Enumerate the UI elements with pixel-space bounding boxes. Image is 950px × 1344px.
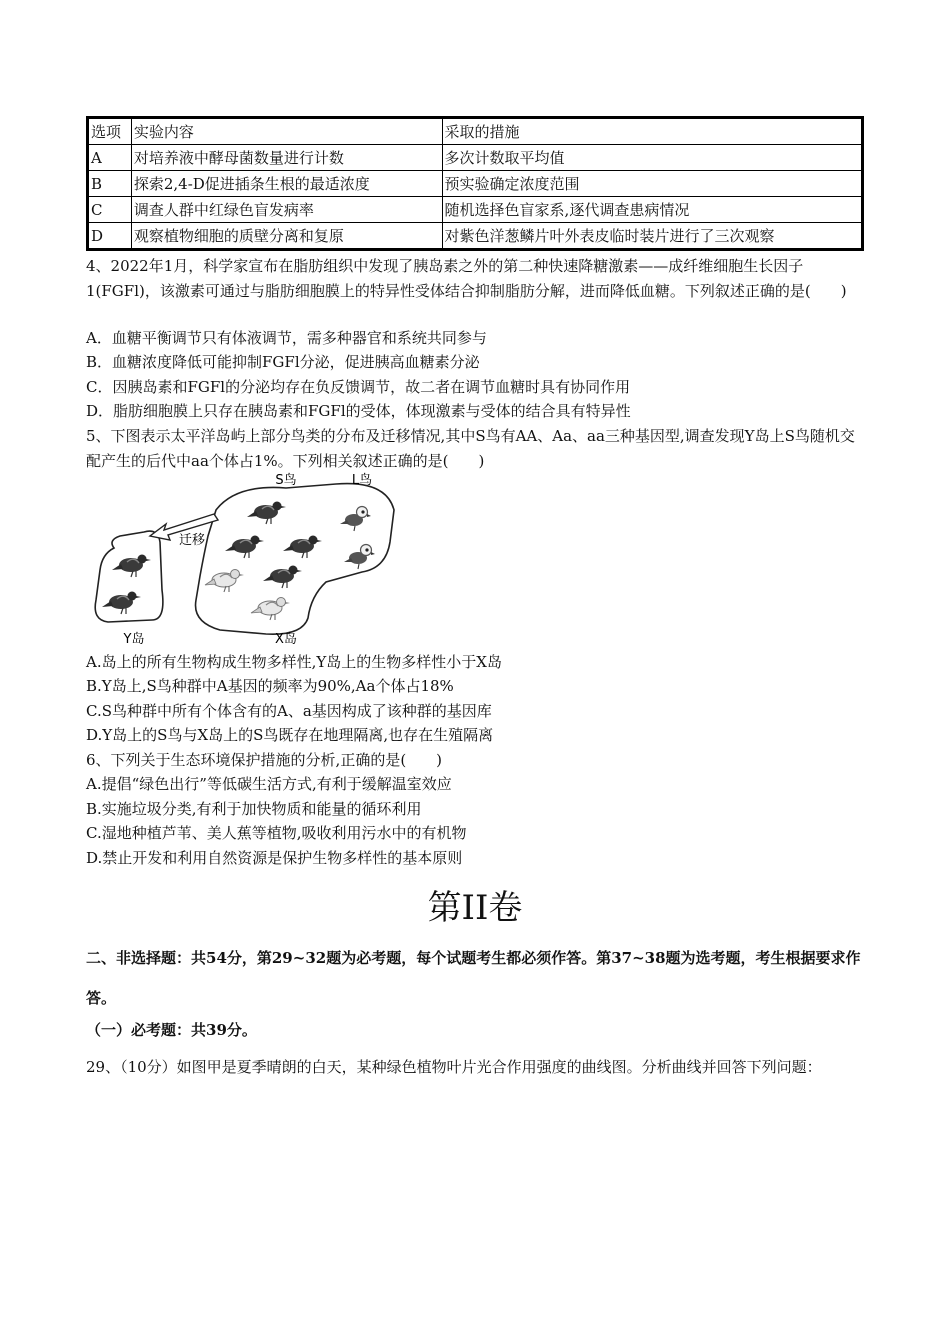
- question-4-option-a: A．血糖平衡调节只有体液调节，需多种器官和系统共同参与: [86, 329, 487, 347]
- question-5-option-c: C.S鸟种群中所有个体含有的A、a基因构成了该种群的基因库: [86, 702, 492, 720]
- table-cell: C: [88, 197, 132, 223]
- section-2-1-heading: [86, 1010, 868, 1050]
- question-6-option-c: C.湿地种植芦苇、美人蕉等植物,吸收利用污水中的有机物: [86, 824, 467, 842]
- table-row: [88, 223, 863, 250]
- question-5-option-a: A.岛上的所有生物构成生物多样性,Y岛上的生物多样性小于X岛: [86, 653, 502, 671]
- table-header: 实验内容: [131, 118, 442, 145]
- table-cell: 随机选择色盲家系,逐代调查患病情况: [442, 197, 862, 223]
- question-5-option-d: D.Y岛上的S鸟与X岛上的S鸟既存在地理隔离,也存在生殖隔离: [86, 726, 494, 744]
- migrate-label: 迁移: [178, 533, 206, 548]
- table-cell: 探索2,4-D促进插条生根的最适浓度: [131, 171, 442, 197]
- s-bird-label: S鸟: [275, 473, 297, 488]
- island-bird-figure: [86, 470, 416, 650]
- bird-icon: [225, 536, 264, 559]
- volume-title: 第II卷: [427, 888, 523, 928]
- question-6-option-a: A.提倡“绿色出行”等低碳生活方式,有利于缓解温室效应: [86, 775, 452, 793]
- question-6-option-b: B.实施垃圾分类,有利于加快物质和能量的循环利用: [86, 800, 422, 818]
- table-row: [88, 197, 863, 223]
- table-cell: D: [88, 223, 132, 250]
- bird-icon: [247, 502, 286, 525]
- table-cell: 观察植物细胞的质壁分离和复原: [131, 223, 442, 250]
- question-4-option-b: B．血糖浓度降低可能抑制FGFl分泌，促进胰高血糖素分泌: [86, 353, 480, 371]
- y-island-outline: [95, 531, 163, 622]
- question-4-stem: 4、2022年1月，科学家宣布在脂肪组织中发现了胰岛素之外的第二种快速降糖激素——成纤维细胞生长因子1(FGFl)，该激素可通过与脂肪细胞膜上的特异性受体结合抑制脂肪分解，进而降低血糖。下列叙述正确的是( ): [86, 257, 847, 300]
- question-5-option-b: B.Y岛上,S鸟种群中A基因的频率为90%,Aa个体占18%: [86, 677, 454, 695]
- question-6-option-d: D.禁止开发和利用自然资源是保护生物多样性的基本原则: [86, 849, 463, 867]
- question-29-stem: [86, 1054, 866, 1080]
- y-island-label: Y岛: [123, 632, 145, 647]
- bird-icon: [340, 507, 371, 532]
- l-bird-label: L鸟: [351, 473, 373, 488]
- experiment-table: [86, 116, 864, 251]
- bird-icon: [263, 566, 302, 589]
- table-header: 采取的措施: [442, 118, 862, 145]
- table-cell: 预实验确定浓度范围: [442, 171, 862, 197]
- table-cell: 对紫色洋葱鳞片叶外表皮临时装片进行了三次观察: [442, 223, 862, 250]
- bird-icon: [112, 555, 151, 578]
- question-4-option-c: C．因胰岛素和FGFl的分泌均存在负反馈调节，故二者在调节血糖时具有协同作用: [86, 378, 631, 396]
- question-29-text: 29、（10分）如图甲是夏季晴朗的白天，某种绿色植物叶片光合作用强度的曲线图。分析曲线并回答下列问题：: [86, 1058, 822, 1076]
- section-2-heading: 二、非选择题：共54分，第29~32题为必考题，每个试题考生都必须作答。第37~38题为选考题，考生根据要求作答。: [86, 949, 861, 1007]
- bird-icon: [102, 592, 141, 615]
- x-island-label: X岛: [275, 632, 297, 647]
- question-6-stem: 6、下列关于生态环境保护措施的分析,正确的是( ): [86, 751, 443, 769]
- table-cell: 多次计数取平均值: [442, 145, 862, 171]
- table-header-row: [88, 118, 863, 145]
- table-header: 选项: [88, 118, 132, 145]
- bird-icon: [283, 536, 322, 559]
- bird-icon: [344, 545, 375, 570]
- question-4-option-d: D．脂肪细胞膜上只存在胰岛素和FGFl的受体，体现激素与受体的结合具有特异性: [86, 402, 631, 420]
- table-cell: B: [88, 171, 132, 197]
- table-cell: 对培养液中酵母菌数量进行计数: [131, 145, 442, 171]
- table-cell: 调查人群中红绿色盲发病率: [131, 197, 442, 223]
- required-questions-label: （一）必考题：共39分。: [86, 1021, 257, 1039]
- table-cell: A: [88, 145, 132, 171]
- question-5-stem: 5、下图表示太平洋岛屿上部分鸟类的分布及迁移情况,其中S鸟有AA、Aa、aa三种基因型,调查发现Y岛上S鸟随机交配产生的后代中aa个体占1%。下列相关叙述正确的是( ): [86, 427, 855, 470]
- table-row: [88, 171, 863, 197]
- bird-icon: [251, 598, 290, 621]
- table-row: [88, 145, 863, 171]
- bird-icon: [205, 570, 244, 593]
